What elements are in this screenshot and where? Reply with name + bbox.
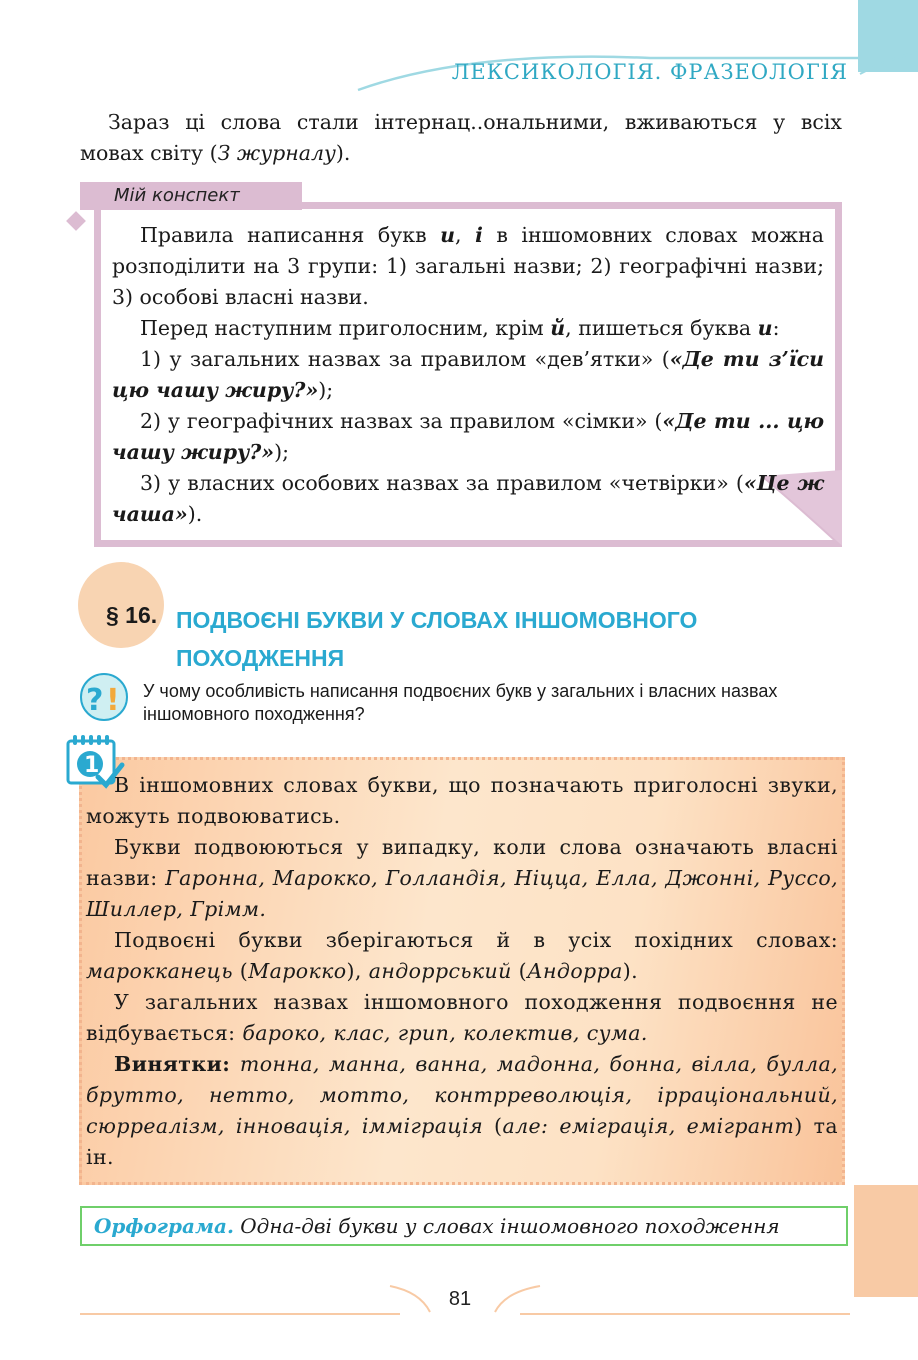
- konspekt-paragraph-2: Перед наступним приголосним, крім й, пишеться буква и:: [140, 316, 780, 340]
- page-number: 81: [448, 1288, 472, 1310]
- intro-paragraph: Зараз ці слова стали інтернац..ональними, вживаються у всіх мовах світу (З журналу).: [80, 110, 842, 165]
- rule-paragraph-3: Подвоєні букви зберігаються й в усіх похідних словах: марокканець (Марокко), андоррський (Андорра).: [86, 928, 838, 983]
- rule-paragraph-5: Винятки: тонна, манна, ванна, мадонна, бонна, вілла, булла, брутто, нетто, мотто, контрреволюція, ірраціональний, сюрреалізм, інновація, імміграція (але: еміграція, емігрант) та ін.: [86, 1052, 838, 1169]
- rule-paragraph-1: В іншомовних словах букви, що позначають приголосні звуки, можуть подвоюватись.: [86, 773, 838, 828]
- konspekt-tab-label: Мій конспект: [80, 182, 302, 210]
- orthogram-text: Одна-дві букви у словах іншомовного походження: [240, 1214, 780, 1238]
- konspekt-text: [112, 220, 824, 530]
- orthogram-box: [80, 1206, 848, 1246]
- running-head: ЛЕКСИКОЛОГІЯ. ФРАЗЕОЛОГІЯ: [451, 60, 848, 84]
- question-exclamation-icon: [78, 672, 130, 722]
- diamond-bullet-icon: [66, 211, 86, 231]
- konspekt-paragraph-4: 2) у географічних назвах за правилом «сімки» («Де ти ... цю чашу жиру?»);: [112, 409, 824, 464]
- section-title: ПОДВОЄНІ БУКВИ У СЛОВАХ ІНШОМОВНОГО ПОХОДЖЕННЯ: [176, 607, 698, 671]
- section-number: § 16.: [106, 602, 158, 628]
- orthogram-label: Орфограма.: [94, 1214, 234, 1238]
- konspekt-paragraph-5: 3) у власних особових назвах за правилом «четвірки» («Це ж чаша»).: [112, 471, 824, 526]
- rule-text: [86, 770, 838, 1173]
- svg-text:!: !: [106, 683, 120, 718]
- rule-paragraph-4: У загальних назвах іншомовного походження подвоєння не відбувається: бароко, клас, грип, колектив, сума.: [86, 990, 838, 1045]
- intro-source: З журналу: [217, 141, 336, 165]
- svg-text:?: ?: [86, 683, 104, 718]
- svg-text:1: 1: [84, 753, 100, 778]
- konspekt-paragraph-3: 1) у загальних назвах за правилом «дев’ятки» («Де ти з’їси цю чашу жиру?»);: [112, 347, 824, 402]
- rule-paragraph-2: Букви подвоюються у випадку, коли слова означають власні назви: Гаронна, Марокко, Голландія, Ніцца, Елла, Джонні, Руссо, Шиллер, Грімм.: [86, 835, 838, 921]
- question-text: У чому особливість написання подвоєних букв у загальних і власних назвах іншомовного походження?: [143, 681, 778, 724]
- konspekt-paragraph-1: Правила написання букв и, і в іншомовних словах можна розподілити на 3 групи: 1) загальні назви; 2) географічні назви; 3) особові власні назви.: [112, 223, 824, 309]
